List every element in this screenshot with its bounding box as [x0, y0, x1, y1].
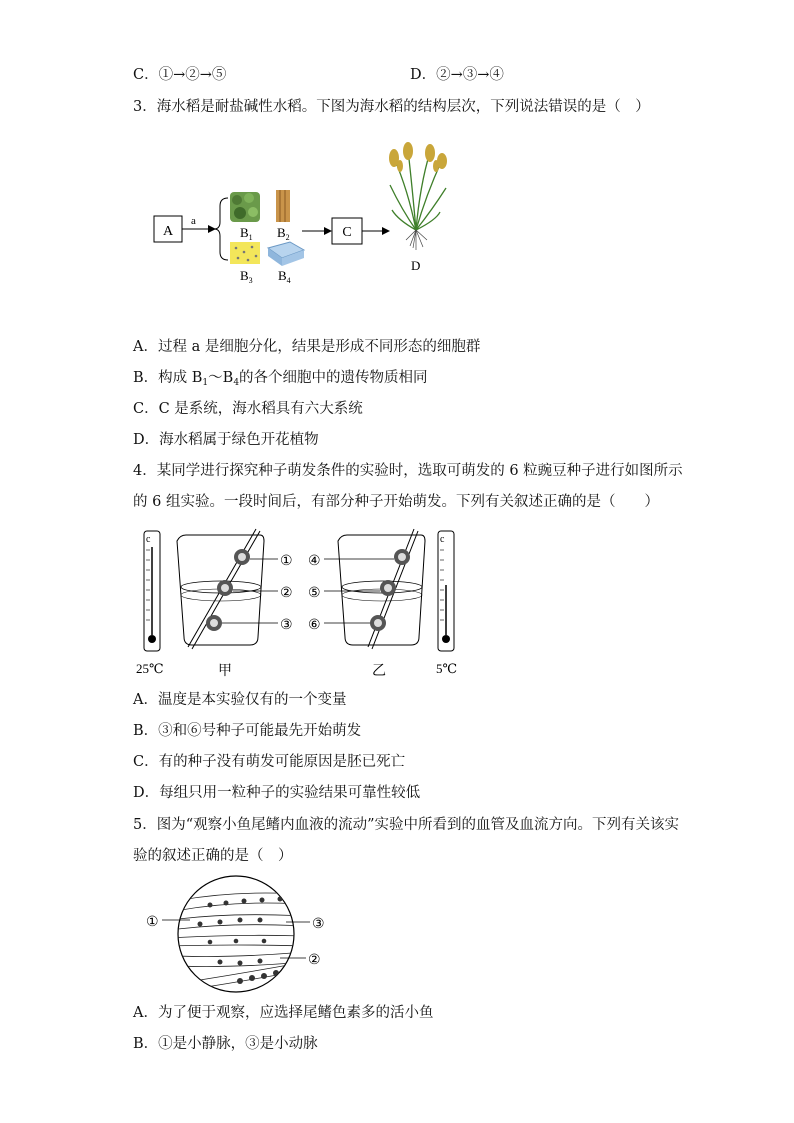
temp-left-label: 25℃: [136, 661, 164, 676]
beaker-left: [177, 529, 278, 649]
label-n4: ④: [308, 554, 321, 569]
q4-option-c: C．有的种子没有萌发可能原因是胚已死亡: [133, 754, 406, 770]
b3-tissue-image: [230, 242, 260, 264]
b2-tissue-image: [276, 190, 290, 222]
b3-label: $B_3$: [240, 268, 253, 285]
temp-right-label: 5℃: [436, 661, 458, 676]
b4-tissue-image: [268, 242, 304, 266]
label-n2: ②: [308, 953, 321, 968]
q5-option-b: B．①是小静脉，③是小动脉: [133, 1036, 318, 1052]
q3-option-d: D．海水稻属于绿色开花植物: [133, 432, 319, 448]
option-c-prev: C．①→②→⑤: [133, 67, 227, 83]
q3-option-c: C．C 是系统，海水稻具有六大系统: [133, 401, 363, 417]
arrow-a-label: a: [191, 215, 196, 227]
b4-label: $B_4$: [278, 268, 291, 285]
svg-text:c: c: [440, 534, 445, 545]
box-c-label: C: [342, 225, 352, 240]
label-n1: ①: [146, 915, 159, 930]
q4-seed-experiment-diagram: [130, 525, 470, 685]
svg-text:c: c: [146, 534, 151, 545]
box-a-label: A: [162, 224, 174, 239]
beaker-right-label: 乙: [372, 664, 386, 679]
q5-blood-flow-diagram: [140, 872, 340, 998]
label-n6: ⑥: [308, 618, 321, 633]
q3-structure-diagram: [140, 140, 460, 290]
b1-label: $B_1$: [240, 225, 253, 242]
q4-option-d: D．每组只用一粒种子的实验结果可靠性较低: [133, 785, 421, 801]
beaker-left-label: 甲: [218, 664, 232, 679]
label-n3: ③: [280, 618, 293, 633]
thermometer-right: [438, 531, 454, 651]
q3-stem: 3．海水稻是耐盐碱性水稻。下图为海水稻的结构层次，下列说法错误的是（ ）: [133, 99, 650, 115]
q5-stem-line2: 验的叙述正确的是（ ）: [133, 848, 293, 864]
q5-stem-line1: 5．图为“观察小鱼尾鳍内血液的流动”实验中所看到的血管及血流方向。下列有关该实: [133, 817, 680, 833]
q3-option-b: B．构成 $B_1\sim B_4$的各个细胞中的遗传物质相同: [133, 370, 428, 388]
thermometer-left: [144, 531, 160, 651]
rice-plant-image: [389, 142, 447, 250]
d-label: D: [411, 258, 421, 273]
q5-option-a: A．为了便于观察，应选择尾鳍色素多的活小鱼: [133, 1005, 434, 1021]
q3-option-a: A．过程 a 是细胞分化，结果是形成不同形态的细胞群: [133, 339, 481, 355]
label-n5: ⑤: [308, 586, 321, 601]
b1-tissue-image: [230, 192, 260, 222]
label-n3: ③: [312, 917, 325, 932]
q4-option-a: A．温度是本实验仅有的一个变量: [133, 692, 347, 708]
q4-stem-line1: 4．某同学进行探究种子萌发条件的实验时，选取可萌发的 6 粒豌豆种子进行如图所示: [133, 463, 683, 479]
beaker-right: [324, 529, 425, 649]
b2-label: $B_2$: [277, 225, 290, 242]
label-n2: ②: [280, 586, 293, 601]
option-d-prev: D．②→③→④: [410, 67, 504, 83]
q4-option-b: B．③和⑥号种子可能最先开始萌发: [133, 723, 362, 739]
q4-stem-line2: 的 6 组实验。一段时间后，有部分种子开始萌发。下列有关叙述正确的是（ ）: [133, 494, 659, 510]
brace: [214, 198, 228, 260]
label-n1: ①: [280, 554, 293, 569]
